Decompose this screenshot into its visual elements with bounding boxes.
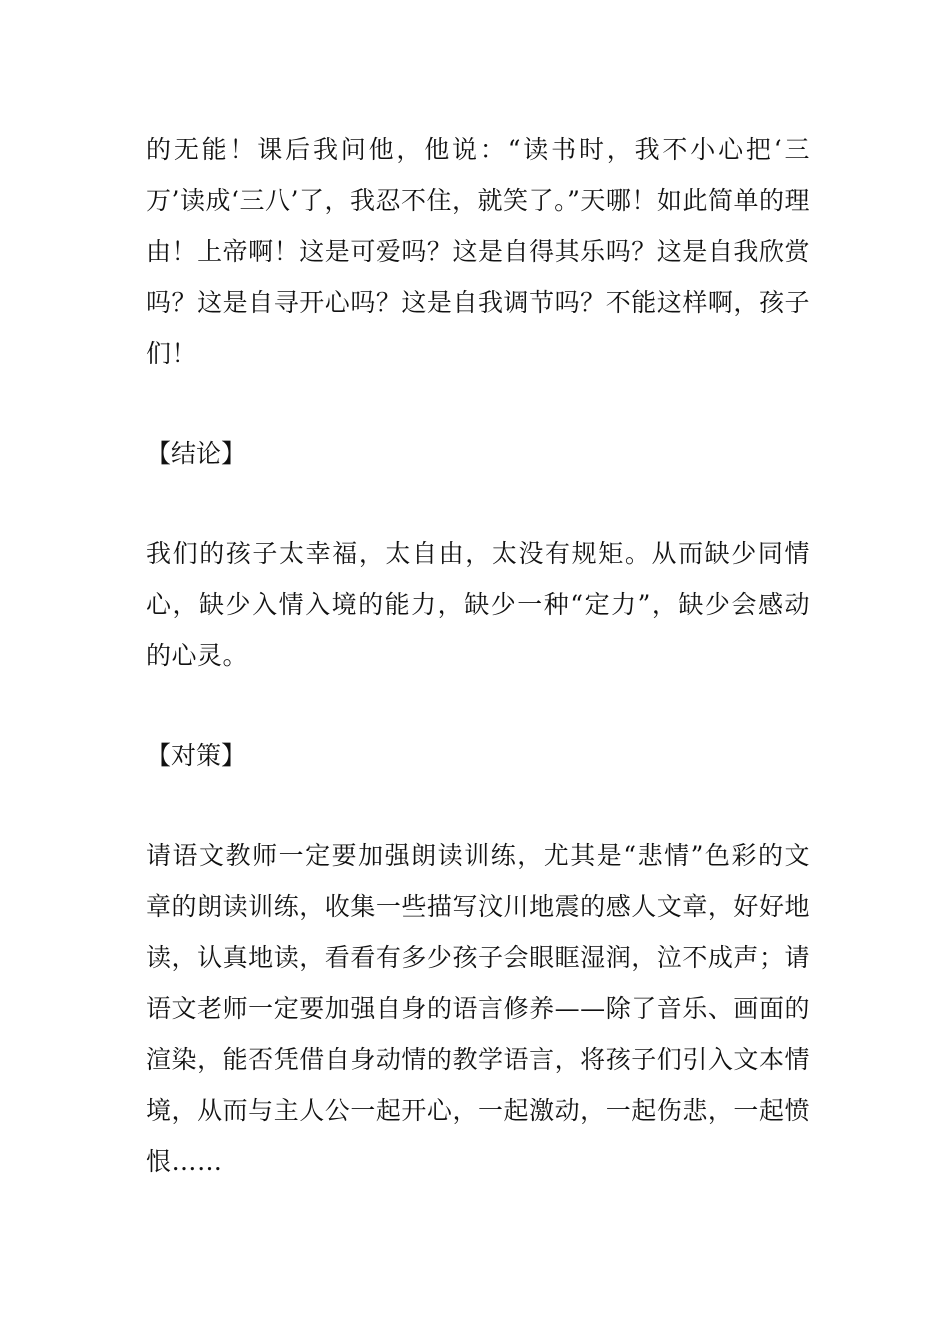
document-page (146, 124, 810, 1187)
paragraph-story-ending: 的无能！课后我问他，他说：“读书时，我不小心把‘三万’读成‘三八’了，我忍不住，就笑了。”天哪！如此简单的理由！上帝啊！这是可爱吗？这是自得其乐吗？这是自我欣赏吗？这是自寻开心吗？这是自我调节吗？不能这样啊，孩子们！ (146, 135, 810, 368)
paragraph-gap (146, 781, 810, 830)
section-heading-conclusion: 【结论】 (146, 439, 247, 468)
paragraph-conclusion: 我们的孩子太幸福，太自由，太没有规矩。从而缺少同情心，缺少入情入境的能力，缺少一种“定力”，缺少会感动的心灵。 (146, 539, 810, 670)
section-heading-strategy: 【对策】 (146, 741, 247, 770)
paragraph-strategy: 请语文教师一定要加强朗读训练，尤其是“悲情”色彩的文章的朗读训练，收集一些描写汶川地震的感人文章，好好地读，认真地读，看看有多少孩子会眼眶湿润，泣不成声；请语文老师一定要加强自身的语言修养——除了音乐、画面的渲染，能否凭借自身动情的教学语言，将孩子们引入文本情境，从而与主人公一起开心，一起激动，一起伤悲，一起愤恨…… (146, 841, 810, 1176)
paragraph-gap (146, 681, 810, 730)
paragraph-gap (146, 479, 810, 528)
paragraph-gap (146, 379, 810, 428)
